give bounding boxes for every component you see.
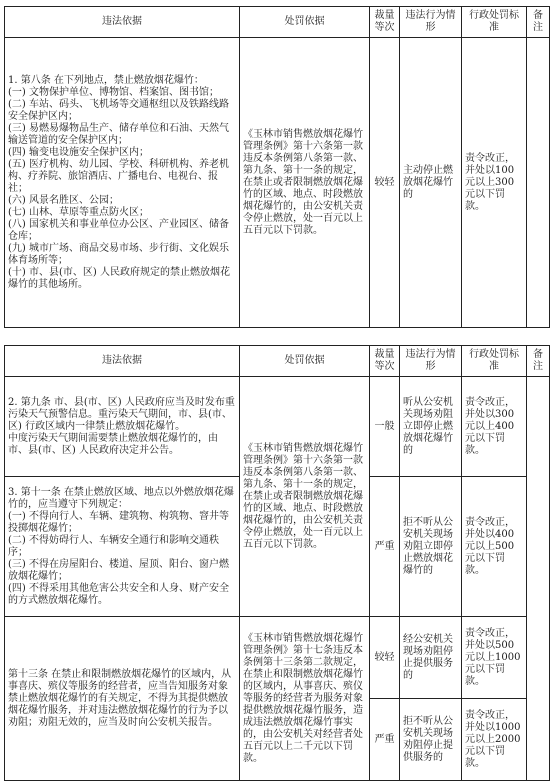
level-cell: 严重 [370,699,400,781]
violation-basis-text-3: 3. 第十一条 在禁止燃放区域、地点以外燃放烟花爆竹的，应当遵守下列规定： (一) 不得向行人、车辆、建筑物、构筑物、窨井等投掷烟花爆竹； (二) 不得妨碍行人、车辆安全通行和影响交通秩序； (三) 不得在房屋阳台、楼道、屋顶、阳台、窗户燃放烟花爆竹； (四) 不得采用其他危害公共安全和人身、财产安全的方式燃放烟花爆竹。 [8,486,234,606]
header-penalty-standard: 行政处罚标准 [462,7,527,38]
table-header-row [5,7,550,38]
circumstance-cell: 拒不听从公安机关现场劝阻立即停止燃放烟花爆竹的 [400,477,462,617]
level-cell: 较轻 [370,38,400,328]
standard-cell: 责令改正，并处以500元以上1000元以下罚款。 [462,617,527,699]
header-violation-circumstance: 违法行为情形 [400,7,462,38]
violation-basis-text: 1. 第八条 在下列地点，禁止燃放烟花爆竹： (一) 文物保护单位、博物馆、档案馆、图书馆； (二) 车站、码头、飞机场等交通枢纽以及铁路线路安全保护区内； (三) 易燃易爆物品生产、储存单位和石油、天然气输送管道的安全保护区内； (四) 输变电设施安全保护区内； (五) 医疗机构、幼儿园、学校、科研机构、养老机构、疗养院、旅馆酒店、广播电台、电视台、报社； (六) 风景名胜区、公园； (七) 山林、草原等重点防火区； (八) 国家机关和事业单位办公区、产业园区、储备仓库； (九) 城市广场、商品交易市场、步行街、文化娱乐体育场所等； (十) 市、县(市、区) 人民政府规定的禁止燃放烟花爆竹的其他场所。 [8,74,230,290]
table-row [5,377,550,477]
header-discretion-level: 裁量等次 [370,7,400,38]
penalty-table-2 [4,345,550,781]
violation-basis-text-2: 2. 第九条 市、县(市、区) 人民政府应当及时发布重污染天气预警信息。重污染天气期间，市、县(市、区) 行政区域内一律禁止燃放烟花爆竹。 中度污染天气期间需要禁止燃放烟花爆竹的，由市、县(市、区) 人民政府决定并公告。 [8,396,235,456]
level-cell: 一般 [370,377,400,477]
header-discretion-level: 裁量等次 [370,346,400,377]
circumstance-cell: 经公安机关现场劝阻停止提供服务的 [400,617,462,699]
violation-basis-cell [5,477,240,617]
level-cell: 严重 [370,477,400,617]
circumstance-cell: 听从公安机关现场劝阻立即停止燃放烟花爆竹的 [400,377,462,477]
table-row [5,38,550,328]
header-remarks: 备注 [527,7,550,38]
circumstance-cell: 拒不听从公安机关现场劝阻停止提供服务的 [400,699,462,781]
violation-basis-cell [5,38,240,328]
violation-basis-cell [5,377,240,477]
penalty-table-1 [4,6,550,328]
remark-cell [527,377,550,781]
header-penalty-standard: 行政处罚标准 [462,346,527,377]
header-violation-basis: 违法依据 [5,7,240,38]
header-violation-circumstance: 违法行为情形 [400,346,462,377]
penalty-basis-cell: 《玉林市销售燃放烟花爆竹管理条例》第十七条违反本条例第十三条第二款规定，在禁止和限制燃放烟花爆竹的区域内，从事喜庆、殡仪等服务的经营者为服务对象提供燃放烟花爆竹服务，造成违法燃放烟花爆竹事实的，由公安机关对经营者处五百元以上二千元以下罚款。 [240,617,370,781]
penalty-basis-cell: 《玉林市销售燃放烟花爆竹管理条例》第十六条第一款违反本条例第八条第一款、第九条、第十一条的规定，在禁止或者限制燃放烟花爆竹的区域、地点、时段燃放烟花爆竹的，由公安机关责令停止燃放，处一百元以上五百元以下罚款。 [240,377,370,617]
standard-cell: 责令改正，并处以400元以上500元以下罚款。 [462,477,527,617]
violation-basis-cell: 第十三条 在禁止和限制燃放烟花爆竹的区域内，从事喜庆、殡仪等服务的经营者，应当告知服务对象禁止燃放烟花爆竹的有关规定，不得为其提供燃放烟花爆竹服务，并对违法燃放烟花爆竹的行为予以劝阻；劝阻无效的，应当及时向公安机关报告。 [5,617,240,781]
standard-cell: 责令改正，并处以300元以上400元以下罚款。 [462,377,527,477]
standard-cell: 责令改正，并处以1000元以上2000元以下罚款。 [462,699,527,781]
header-penalty-basis: 处罚依据 [240,7,370,38]
level-cell: 较轻 [370,617,400,699]
standard-cell: 责令改正，并处以100元以上300元以下罚款。 [462,38,527,328]
header-penalty-basis: 处罚依据 [240,346,370,377]
circumstance-cell: 主动停止燃放烟花爆竹的 [400,38,462,328]
table-row [5,617,550,699]
penalty-basis-cell: 《玉林市销售燃放烟花爆竹管理条例》第十六条第一款违反本条例第八条第一款、第九条、第十一条的规定，在禁止或者限制燃放烟花爆竹的区域、地点、时段燃放烟花爆竹的，由公安机关责令停止燃放，处一百元以上五百元以下罚款。 [240,38,370,328]
header-remarks: 备注 [527,346,550,377]
table-header-row [5,346,550,377]
header-violation-basis: 违法依据 [5,346,240,377]
remark-cell [527,38,550,328]
